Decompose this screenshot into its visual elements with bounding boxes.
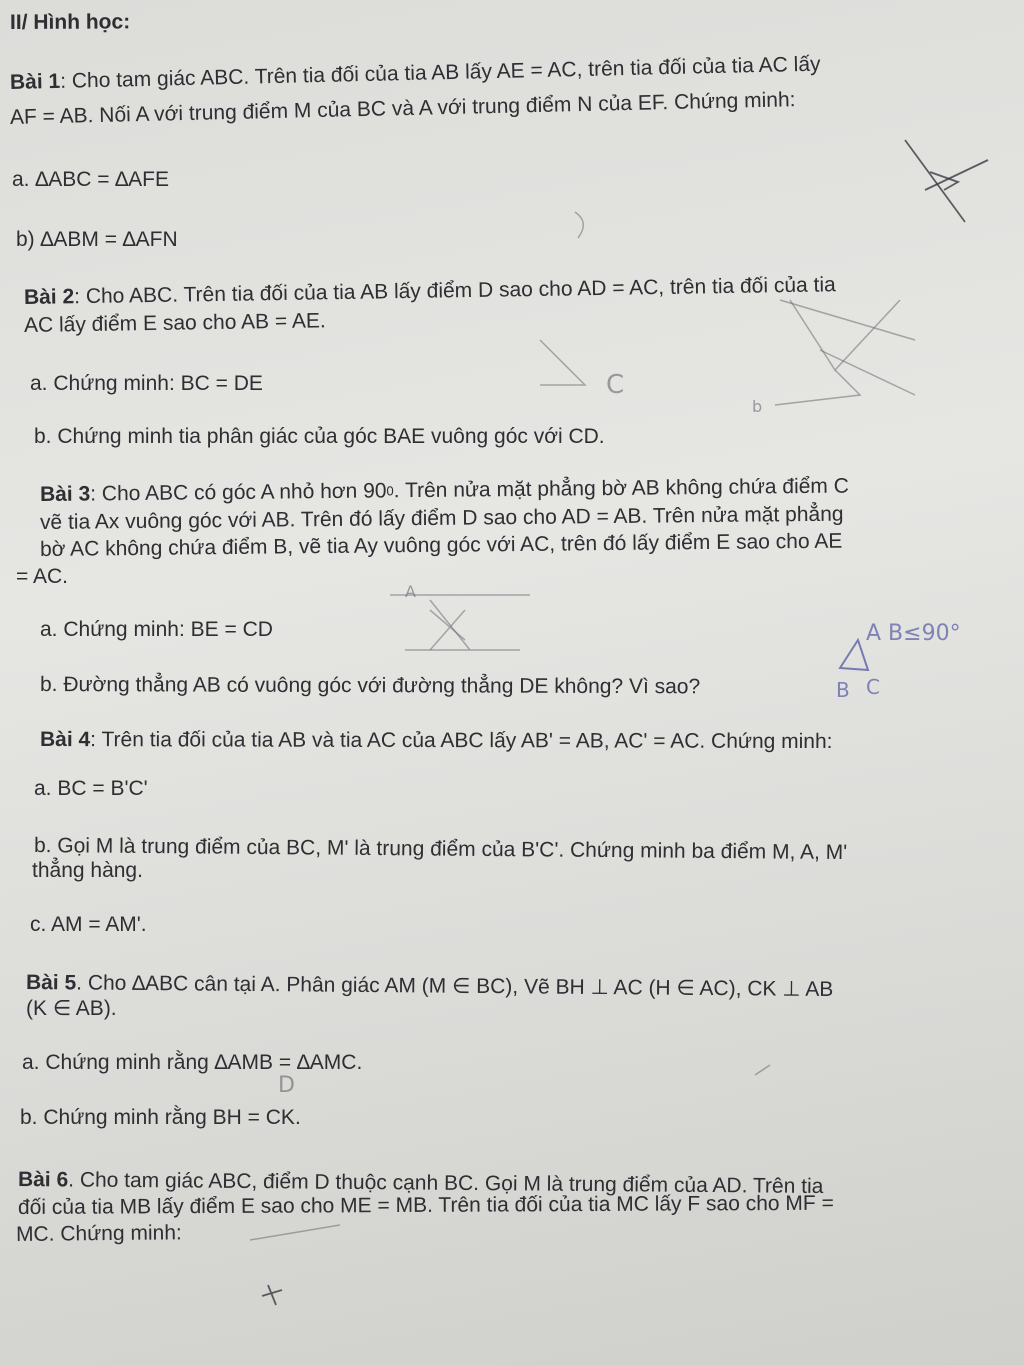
degree-superscript: 0 xyxy=(386,483,394,499)
bleed-letter: b xyxy=(752,397,763,416)
pen-note: A B≤90° xyxy=(866,621,961,646)
problem-2-text: : Cho ABC. Trên tia đối của tia AB lấy điểm D sao cho AD = AC, trên tia đối của tia xyxy=(74,273,836,309)
problem-3-line-3: bờ AC không chứa điểm B, vẽ tia Ay vuông góc với AC, trên đó lấy điểm E sao cho AE xyxy=(39,529,843,561)
sketch-line xyxy=(820,350,915,395)
problem-2-line-2: AC lấy điểm E sao cho AB = AE. xyxy=(23,309,326,337)
problem-5-text: . Cho ∆ABC cân tại A. Phân giác AM (M ∈ BC), Vẽ BH ⊥ AC (H ∈ AC), CK ⊥ AB xyxy=(76,971,834,1002)
pen-letter: B xyxy=(836,678,850,702)
problem-3-title: Bài 3 xyxy=(39,482,91,506)
sketch-line xyxy=(390,595,530,650)
bleed-through-sketches xyxy=(250,140,988,1305)
problem-3-part-a: a. Chứng minh: BE = CD xyxy=(40,618,273,641)
problem-3-text-a: : Cho ABC có góc A nhỏ hơn 90 xyxy=(90,479,387,506)
problem-2-part-a: a. Chứng minh: BC = DE xyxy=(30,372,263,395)
bleed-letter: A xyxy=(405,582,416,601)
problem-4-part-c: c. AM = AM'. xyxy=(30,913,147,936)
bleed-letter: C xyxy=(606,370,625,400)
problem-1-text: : Cho tam giác ABC. Trên tia đối của tia AB lấy AE = AC, trên tia đối của tia AC lấy xyxy=(59,52,821,93)
problem-1-part-b: b) ∆ABM = ∆AFN xyxy=(16,228,178,251)
section-title: II/ Hình học: xyxy=(9,10,131,34)
problem-2-part-b: b. Chứng minh tia phân giác của góc BAE vuông góc với CD. xyxy=(34,425,605,448)
sketch-line xyxy=(925,160,988,190)
problem-1-part-a: a. ∆ABC = ∆AFE xyxy=(12,168,169,191)
sketch-line xyxy=(790,300,900,370)
problem-3-part-b: b. Đường thẳng AB có vuông góc với đường thẳng DE không? Vì sao? xyxy=(39,673,701,699)
pen-letter: C xyxy=(866,675,880,699)
problem-6-line-2: đối của tia MB lấy điểm E sao cho ME = MB. Trên tia đối của tia MC lấy F sao cho MF = xyxy=(17,1191,834,1219)
sketch-line xyxy=(540,340,585,385)
problem-3-line-4: = AC. xyxy=(16,565,68,588)
sketch-line xyxy=(430,610,465,650)
problem-5-title: Bài 5 xyxy=(25,971,77,995)
bleed-letter: D xyxy=(278,1073,295,1098)
problem-4-part-b-line-1: b. Gọi M là trung điểm của BC, M' là trung điểm của B'C'. Chứng minh ba điểm M, A, M' xyxy=(33,834,848,865)
sketch-line xyxy=(775,370,860,405)
problem-2-title: Bài 2 xyxy=(23,285,75,309)
pen-annotation xyxy=(836,621,961,702)
problem-3-text-b: . Trên nửa mặt phẳng bờ AB không chứa điểm C xyxy=(393,474,849,503)
problem-5-part-b: b. Chứng minh rằng BH = CK. xyxy=(20,1106,301,1129)
sketch-line xyxy=(250,1225,340,1240)
problem-4-text: : Trên tia đối của tia AB và tia AC của ABC lấy AB' = AB, AC' = AC. Chứng minh: xyxy=(90,728,833,754)
sketch-line xyxy=(262,1285,282,1305)
problem-1-line-2: AF = AB. Nối A với trung điểm M của BC và A với trung điểm N của EF. Chứng minh: xyxy=(9,88,796,129)
problem-5-part-a: a. Chứng minh rằng ∆AMB = ∆AMC. xyxy=(22,1051,363,1074)
sketch-line xyxy=(575,212,583,238)
sketch-line xyxy=(755,1065,770,1075)
problem-6-line-3: MC. Chứng minh: xyxy=(15,1221,182,1246)
problem-4-part-b-line-2: thẳng hàng. xyxy=(32,859,143,882)
problem-5-line-2: (K ∈ AB). xyxy=(26,997,117,1020)
problem-6-text: . Cho tam giác ABC, điểm D thuộc cạnh BC. Gọi M là trung điểm của AD. Trên tia xyxy=(68,1168,824,1199)
problem-1-title: Bài 1 xyxy=(9,69,61,94)
problem-4-part-a: a. BC = B'C' xyxy=(34,777,148,800)
pen-triangle xyxy=(840,640,868,670)
problem-3-line-2: vẽ tia Ax vuông góc với AB. Trên đó lấy điểm D sao cho AD = AB. Trên nửa mặt phẳng xyxy=(39,502,844,534)
problem-4-title: Bài 4 xyxy=(39,728,91,752)
problem-6-title: Bài 6 xyxy=(17,1168,69,1192)
problem-4-line-1 xyxy=(40,727,833,755)
